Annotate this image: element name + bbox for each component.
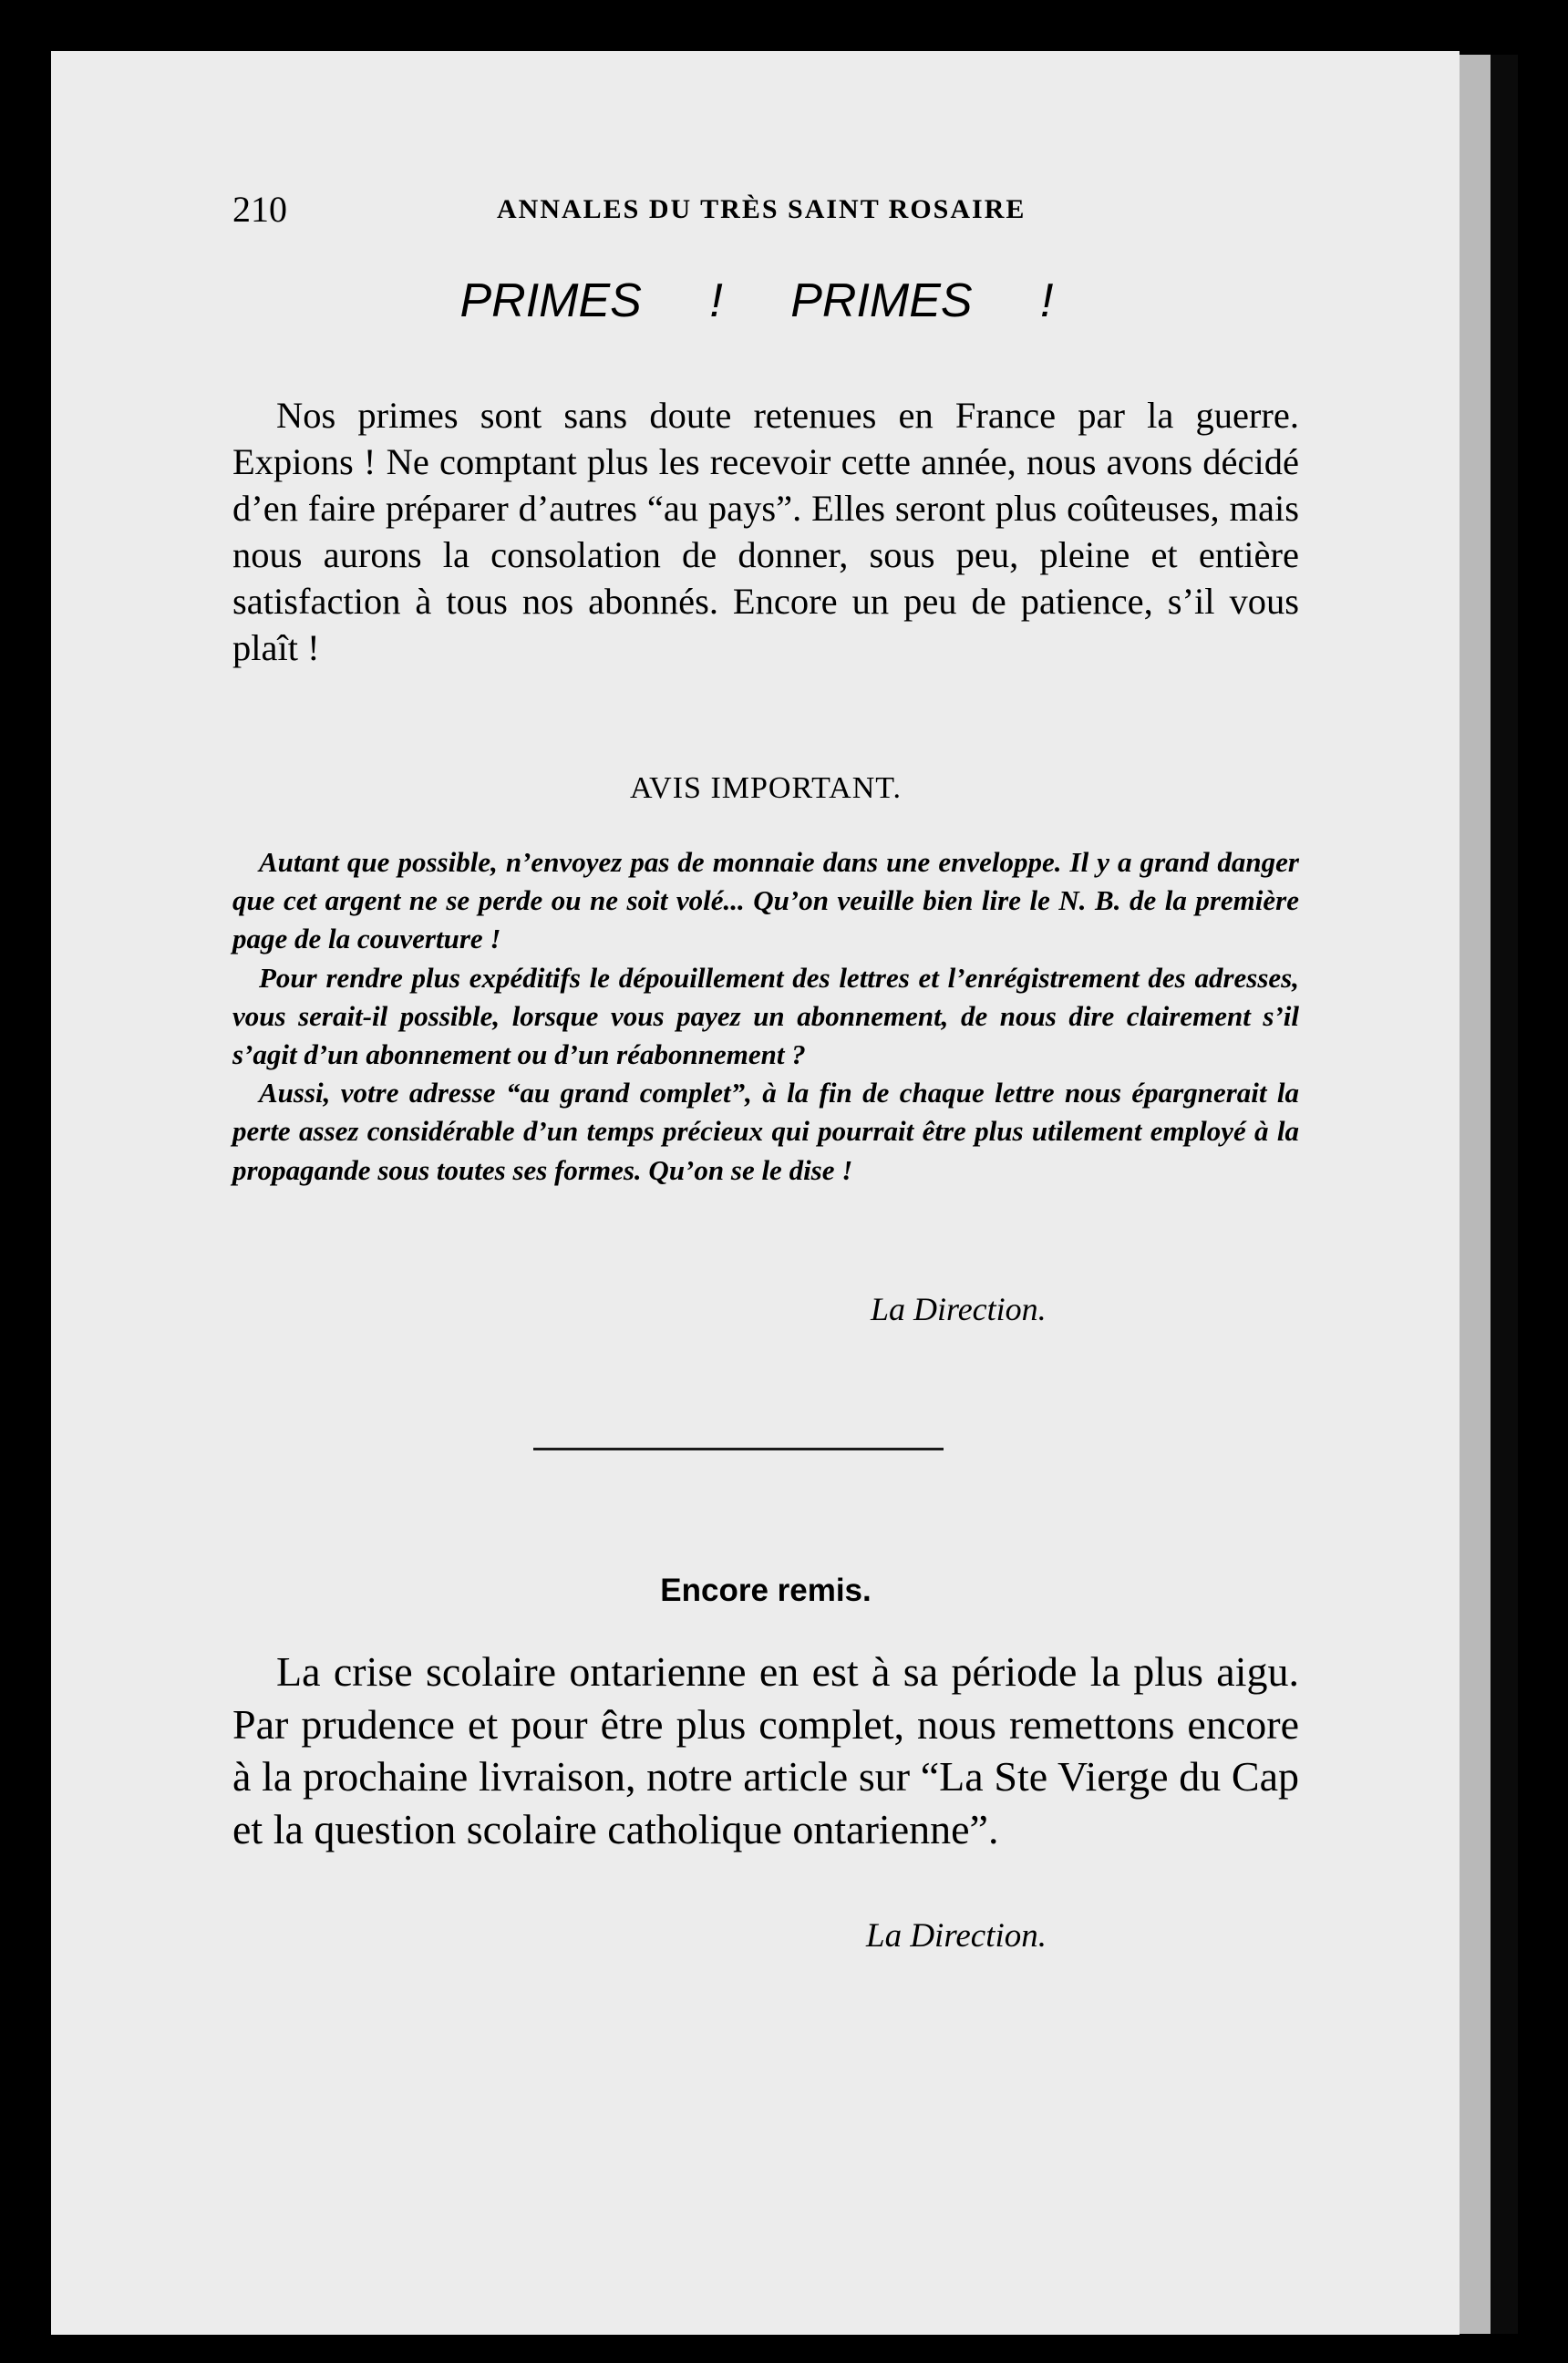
- page-number: 210: [232, 189, 287, 230]
- page-edge: [1460, 55, 1491, 2334]
- notice-paragraph: Autant que possible, n’envoyez pas de monnaie dans une enveloppe. Il y a grand danger que cet argent ne se perde ou ne soit volé... Qu’on veuille bien lire le N. B. de la première page de la couverture !: [232, 846, 1299, 955]
- notice-paragraph: Aussi, votre adresse “au grand complet”, à la fin de chaque lettre nous épargnerait la perte assez considérable d’un temps précieux qui pourrait être plus utilement employé à la propagande sous toutes ses formes. Qu’on se le dise !: [232, 1077, 1299, 1186]
- second-section-signature: La Direction.: [866, 1917, 1047, 1955]
- notice-signature: La Direction.: [871, 1291, 1047, 1327]
- primes-paragraph-text: Nos primes sont sans doute retenues en France par la guerre. Expions ! Ne comptant plus les recevoir cette année, nous avons décidé d’en faire préparer d’autres “au pays”. Elles seront plus coûteuses, mais nous aurons la consolation de donner, sous peu, pleine et entière satisfaction à tous nos abonnés. Encore un peu de patience, s’il vous plaît !: [232, 395, 1299, 668]
- encore-remis-paragraph: [232, 1646, 1299, 1855]
- notice-paragraph: Pour rendre plus expéditifs le dépouillement des lettres et l’enrégistrement des adresses, vous serait-il possible, lorsque vous payez un abonnement, de nous dire clairement s’il s’agit d’un abonnement ou d’un réabonnement ?: [232, 961, 1299, 1071]
- notice-title: AVIS IMPORTANT.: [629, 771, 902, 805]
- encore-remis-paragraph-text: La crise scolaire ontarienne en est à sa période la plus aigu. Par prudence et pour être plus complet, nous remettons encore à la prochaine livraison, notre article sur “La Ste Vierge du Cap et la question scolaire catholique ontarienne”.: [232, 1648, 1299, 1852]
- notice-body: [232, 843, 1299, 1190]
- section-title: PRIMES ! PRIMES !: [459, 274, 1054, 327]
- primes-paragraph: [232, 392, 1299, 671]
- journal-title: ANNALES DU TRÈS SAINT ROSAIRE: [497, 194, 1026, 224]
- second-section-title: Encore remis.: [660, 1573, 872, 1608]
- binding-shadow: [1491, 55, 1518, 2334]
- section-divider: [533, 1448, 944, 1450]
- running-head: [232, 182, 1144, 237]
